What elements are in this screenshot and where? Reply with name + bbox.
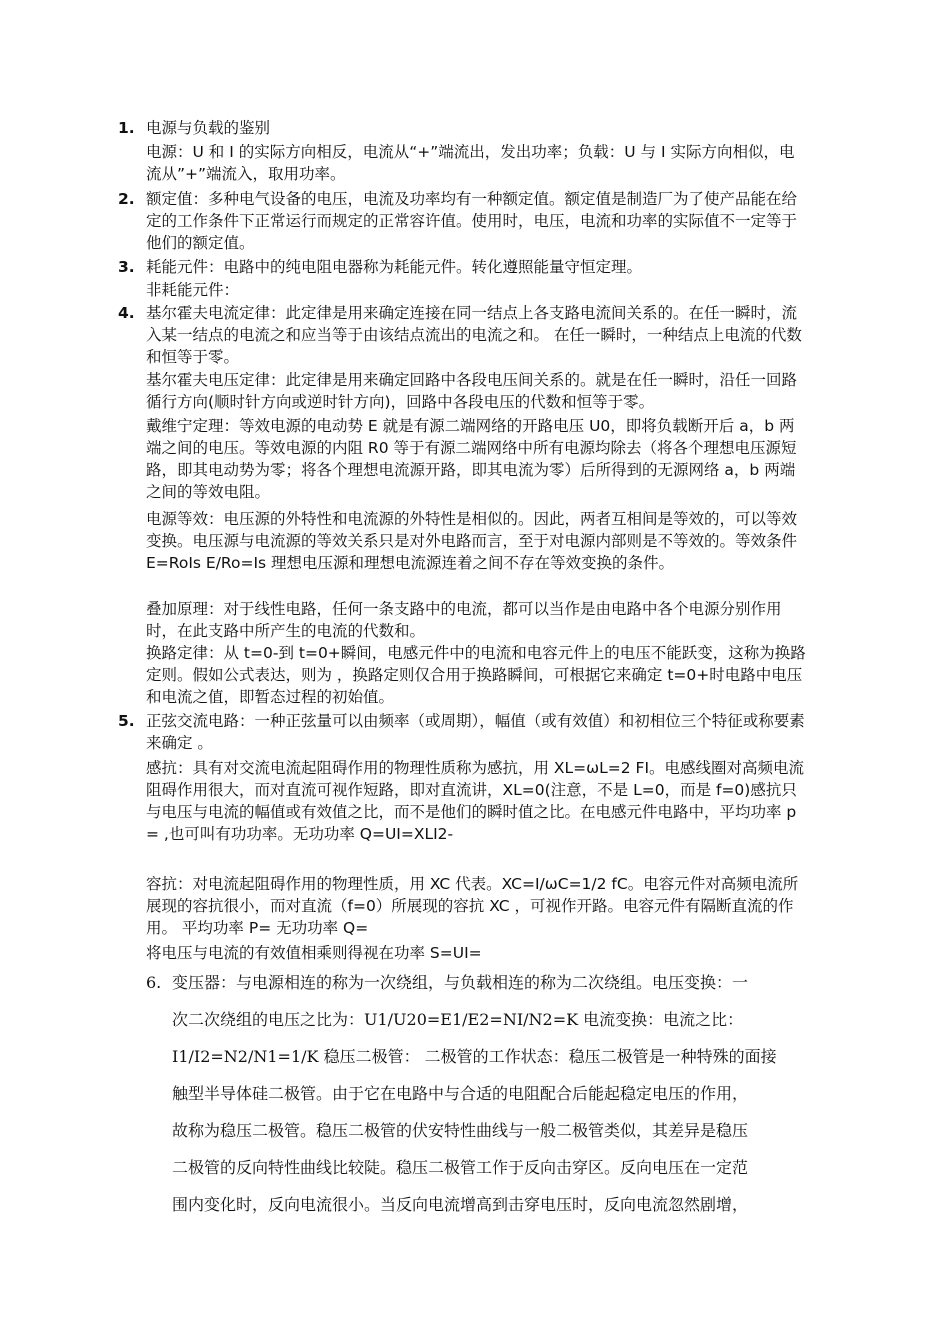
item-2-paragraph: 额定值：多种电气设备的电压，电流及功率均有一种额定值。额定值是制造厂为了使产品能在给定的工作条件下正常运行而规定的正常容许值。使用时，电压，电流和功率的实际值不一定等于他们的额定值。 <box>146 190 798 252</box>
capacitive-reactance: 容抗：对电流起阻碍作用的物理性质，用 XC 代表。XC=I/ωC=1/2 fC。电容元件对高频电流所展现的容抗很小，而对直流（f=0）所展现的容抗 XC ，可视作开路。电容元件有隔断直流的作用。 平均功率 P= 无功功率 Q= <box>146 875 799 937</box>
section-6-line: 围内变化时，反向电流很小。当反向电流增高到击穿电压时，反向电流忽然剧增， <box>172 1195 749 1214</box>
list-number: 1. <box>118 119 135 137</box>
section-6-line: 故称为稳压二极管。稳压二极管的伏安特性曲线与一般二极管类似，其差异是稳压 <box>172 1121 749 1140</box>
apparent-power: 将电压与电流的有效值相乘则得视在功率 S=UI= <box>146 944 482 962</box>
section-6-transformer <box>146 964 808 1223</box>
section-6-line: 二极管的反向特性曲线比较陡。稳压二极管工作于反向击穿区。反向电压在一定范 <box>172 1158 749 1177</box>
item-1-heading: 电源与负载的鉴别 <box>146 119 271 137</box>
thevenin-theorem: 戴维宁定理：等效电源的电动势 E 就是有源二端网络的开路电压 U0，即将负载断开后 a，b 两端之间的电压。等效电源的内阻 R0 等于有源二端网络中所有电源均除去（将各个理想电压源短路，即其电动势为零；将各个理想电流源开路，即其电流为零）后所得到的无源网络 a，b 两端之间的等效电阻。 <box>146 417 797 501</box>
sinusoidal-ac-circuit: 正弦交流电路：一种正弦量可以由频率（或周期），幅值（或有效值）和初相位三个特征或称要素来确定 。 <box>146 712 805 752</box>
section-6-line: I1/I2=N2/N1=1/K 稳压二极管： 二极管的工作状态：稳压二极管是一种特殊的面接 <box>172 1047 777 1066</box>
item-3-subline: 非耗能元件： <box>146 281 240 299</box>
source-equivalence: 电源等效：电压源的外特性和电流源的外特性是相似的。因此，两者互相间是等效的，可以等效变换。电压源与电流源的等效关系只是对外电路而言，至于对电源内部则是不等效的。等效条件 E=RoIs E/Ro=Is 理想电压源和理想电流源连着之间不存在等效变换的条件。 <box>146 510 798 572</box>
inductive-reactance: 感抗：具有对交流电流起阻碍作用的物理性质称为感抗，用 XL=ωL=2 FI。电感线圈对高频电流阻碍作用很大，而对直流可视作短路，即对直流讲，XL=0(注意，不是 L=0，而是 f=0)感抗只与电压与电流的幅值或有效值之比，而不是他们的瞬时值之比。在电感元件电路中，平均功率 p= ,也可叫有功功率。无功功率 Q=UI=XLI2- <box>146 759 805 843</box>
section-6-line <box>146 964 808 1001</box>
item-1-paragraph: 电源：U 和 I 的实际方向相反，电流从“+”端流出，发出功率；负载：U 与 I 实际方向相似，电流从”+”端流入，取用功率。 <box>146 143 795 183</box>
item-3-paragraph: 耗能元件：电路中的纯电阻电器称为耗能元件。转化遵照能量守恒定理。 <box>146 258 643 276</box>
switching-law: 换路定律：从 t=0-到 t=0+瞬间，电感元件中的电流和电容元件上的电压不能跃变，这称为换路定则。假如公式表达，则为 ，换路定则仅合用于换路瞬间，可根据它来确定 t=0+时电路中电压和电流之值，即暂态过程的初始值。 <box>146 644 806 706</box>
list-number: 6. <box>146 973 162 992</box>
superposition-principle: 叠加原理：对于线性电路，任何一条支路中的电流，都可以当作是由电路中各个电源分别作用时，在此支路中所产生的电流的代数和。 <box>146 600 782 640</box>
section-6-text: 变压器：与电源相连的称为一次绕组，与负载相连的称为二次绕组。电压变换：一 <box>172 973 749 992</box>
kirchhoff-current-law: 基尔霍夫电流定律：此定律是用来确定连接在同一结点上各支路电流间关系的。在任一瞬时，流入某一结点的电流之和应当等于由该结点流出的电流之和。 在任一瞬时，一种结点上电流的代数和恒等于零。 <box>146 304 802 366</box>
list-number: 5. <box>118 712 135 730</box>
list-number: 4. <box>118 304 135 322</box>
kirchhoff-voltage-law: 基尔霍夫电压定律：此定律是用来确定回路中各段电压间关系的。就是在任一瞬时，沿任一回路循行方向(顺时针方向或逆时针方向)，回路中各段电压的代数和恒等于零。 <box>146 371 798 411</box>
section-6-line: 次二次绕组的电压之比为：U1/U20=E1/E2=NI/N2=K 电流变换：电流之比： <box>172 1010 744 1029</box>
section-6-line: 触型半导体硅二极管。由于它在电路中与合适的电阻配合后能起稳定电压的作用， <box>172 1084 749 1103</box>
list-number: 3. <box>118 258 135 276</box>
list-number: 2. <box>118 190 135 208</box>
